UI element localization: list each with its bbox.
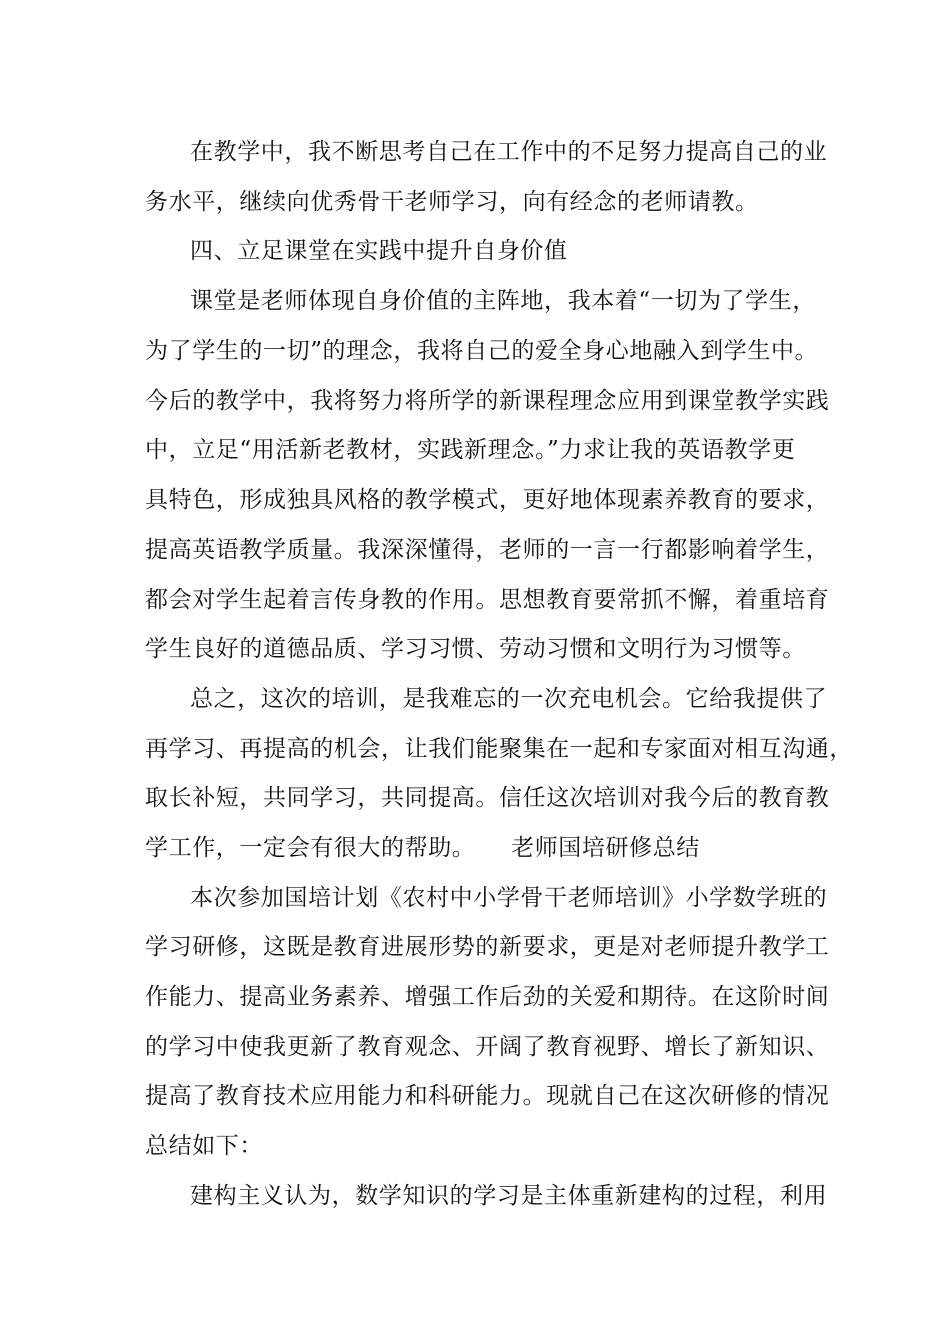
text-line: 本次参加国培计划《农村中小学骨干老师培训》小学数学班的 — [190, 885, 828, 911]
text-line: 提高英语教学质量。我深深懂得，老师的一言一行都影响着学生， — [145, 537, 830, 563]
text-line: 的学习中使我更新了教育观念、开阔了教育视野、增长了新知识、 — [145, 1034, 830, 1060]
text-line: 建构主义认为，数学知识的学习是主体重新建构的过程，利用 — [190, 1183, 828, 1209]
text-line: 提高了教育技术应用能力和科研能力。现就自己在这次研修的情况 — [145, 1083, 830, 1109]
text-line: 总之，这次的培训，是我难忘的一次充电机会。它给我提供了 — [190, 686, 828, 712]
text-line: 再学习、再提高的机会，让我们能聚集在一起和专家面对相互沟通， — [145, 736, 853, 762]
text-line: 学工作，一定会有很大的帮助。 老师国培研修总结 — [145, 835, 700, 861]
section-heading: 四、立足课堂在实践中提升自身价值 — [190, 238, 568, 264]
text-line: 为了学生的一切”的理念，我将自己的爱全身心地融入到学生中。 — [145, 338, 819, 364]
text-line: 具特色，形成独具风格的教学模式，更好地体现素养教育的要求， — [145, 487, 830, 513]
text-line: 课堂是老师体现自身价值的主阵地，我本着“一切为了学生， — [190, 288, 816, 314]
text-line: 今后的教学中，我将努力将所学的新课程理念应用到课堂教学实践 — [145, 388, 830, 414]
text-line: 中，立足“用活新老教材，实践新理念。”力求让我的英语教学更 — [145, 437, 796, 463]
text-line: 在教学中，我不断思考自己在工作中的不足努力提高自己的业 — [190, 139, 828, 165]
text-line: 学习研修，这既是教育进展形势的新要求，更是对老师提升教学工 — [145, 934, 830, 960]
text-line: 务水平，继续向优秀骨干老师学习，向有经念的老师请教。 — [145, 189, 759, 215]
text-line: 总结如下： — [145, 1133, 263, 1159]
text-line: 取长补短，共同学习，共同提高。信任这次培训对我今后的教育教 — [145, 785, 830, 811]
text-line: 都会对学生起着言传身教的作用。思想教育要常抓不懈，着重培育 — [145, 587, 830, 613]
text-line: 学生良好的道德品质、学习习惯、劳动习惯和文明行为习惯等。 — [145, 636, 806, 662]
text-line: 作能力、提高业务素养、增强工作后劲的关爱和期待。在这阶时间 — [145, 984, 830, 1010]
